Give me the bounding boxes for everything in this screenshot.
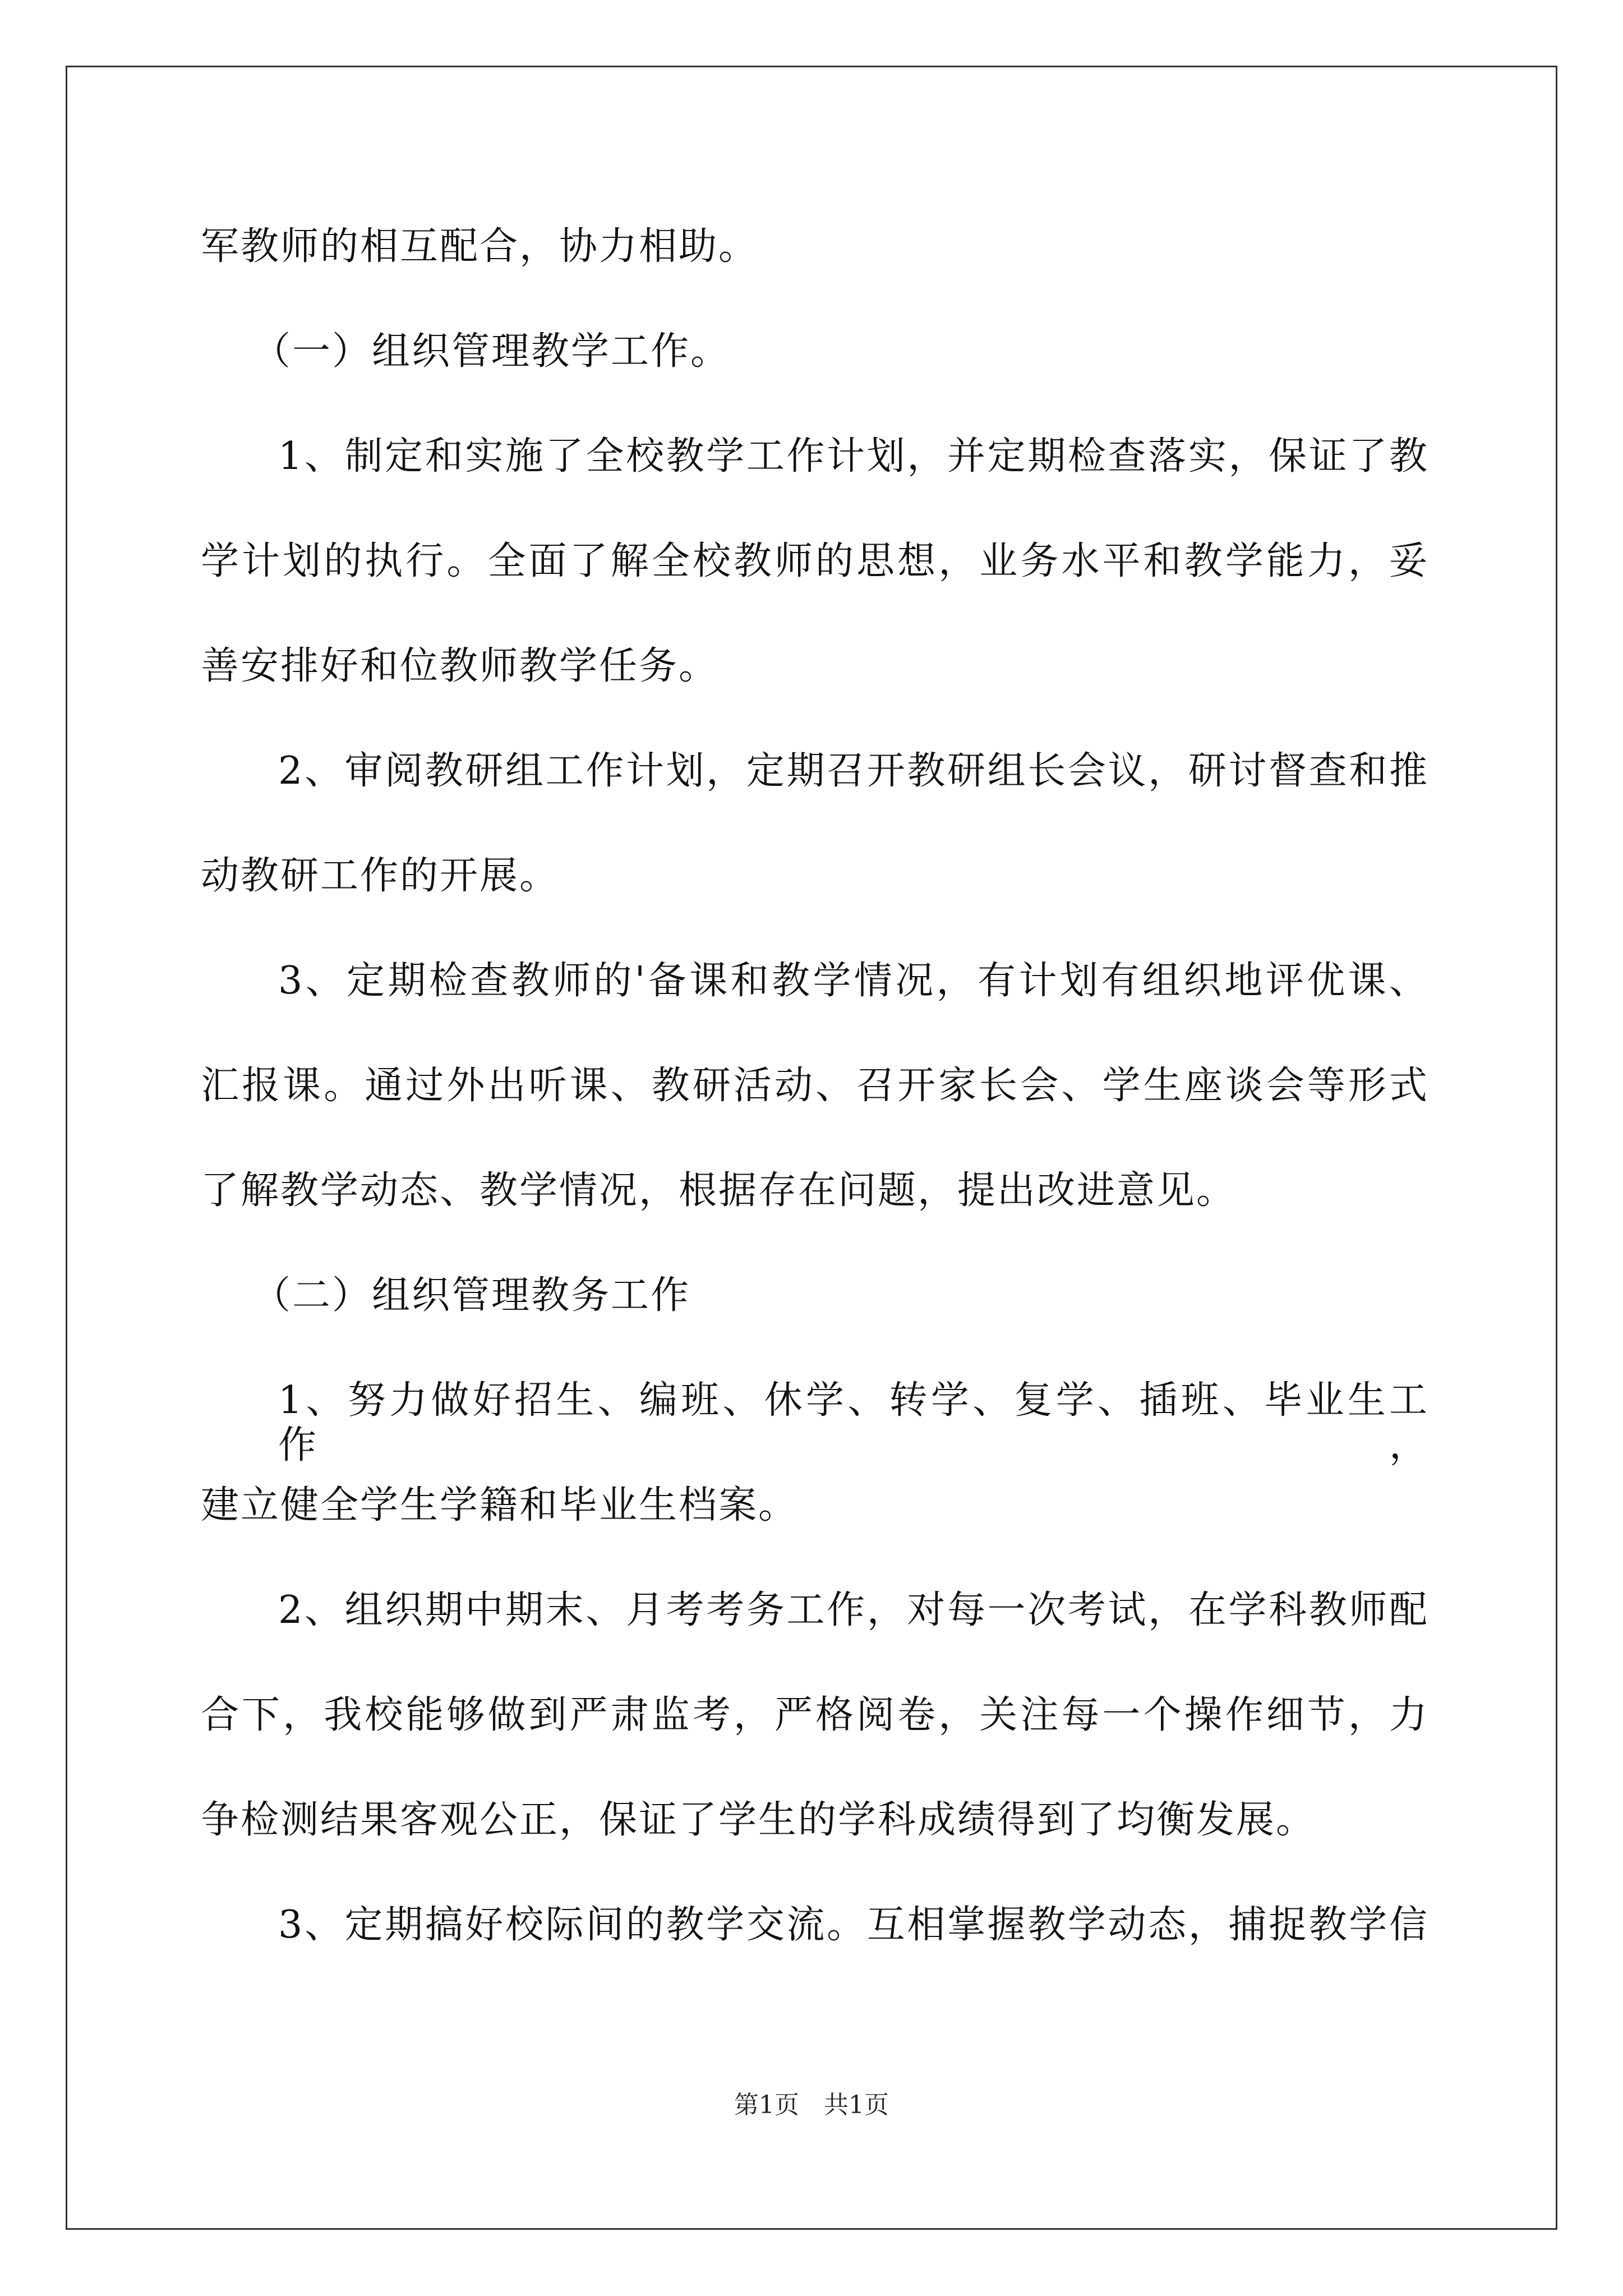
text-line: 1、努力做好招生、编班、休学、转学、复学、插班、毕业生工作， [278, 1378, 1429, 1467]
text-line: 2、组织期中期末、月考考务工作，对每一次考试，在学科教师配 [278, 1588, 1429, 1632]
section-heading-2: （二）组织管理教务工作 [252, 1273, 691, 1318]
text-line: 军教师的相互配合，协力相助。 [201, 224, 759, 269]
text-line: 建立健全学生学籍和毕业生档案。 [201, 1483, 799, 1527]
text-line: 合下，我校能够做到严肃监考，严格阅卷，关注每一个操作细节，力 [201, 1693, 1429, 1737]
text-line: 2、审阅教研组工作计划，定期召开教研组长会议，研讨督查和推 [278, 749, 1429, 793]
text-line: 学计划的执行。全面了解全校教师的思想，业务水平和教学能力，妥 [201, 539, 1429, 583]
text-line: 3、定期搞好校际间的教学交流。互相掌握教学动态，捕捉教学信 [278, 1903, 1429, 1947]
section-heading-1: （一）组织管理教学工作。 [252, 329, 731, 374]
text-line: 动教研工作的开展。 [201, 854, 560, 898]
text-line: 1、制定和实施了全校教学工作计划，并定期检查落实，保证了教 [278, 434, 1429, 478]
text-line: 汇报课。通过外出听课、教研活动、召开家长会、学生座谈会等形式 [201, 1064, 1429, 1108]
text-line: 善安排好和位教师教学任务。 [201, 644, 719, 688]
text-line: 争检测结果客观公正，保证了学生的学科成绩得到了均衡发展。 [201, 1798, 1316, 1842]
text-line: 3、定期检查教师的'备课和教学情况，有计划有组织地评优课、 [278, 959, 1429, 1003]
text-line: 了解教学动态、教学情况，根据存在问题，提出改进意见。 [201, 1168, 1237, 1213]
page-footer: 第1页 共1页 [734, 2091, 889, 2119]
